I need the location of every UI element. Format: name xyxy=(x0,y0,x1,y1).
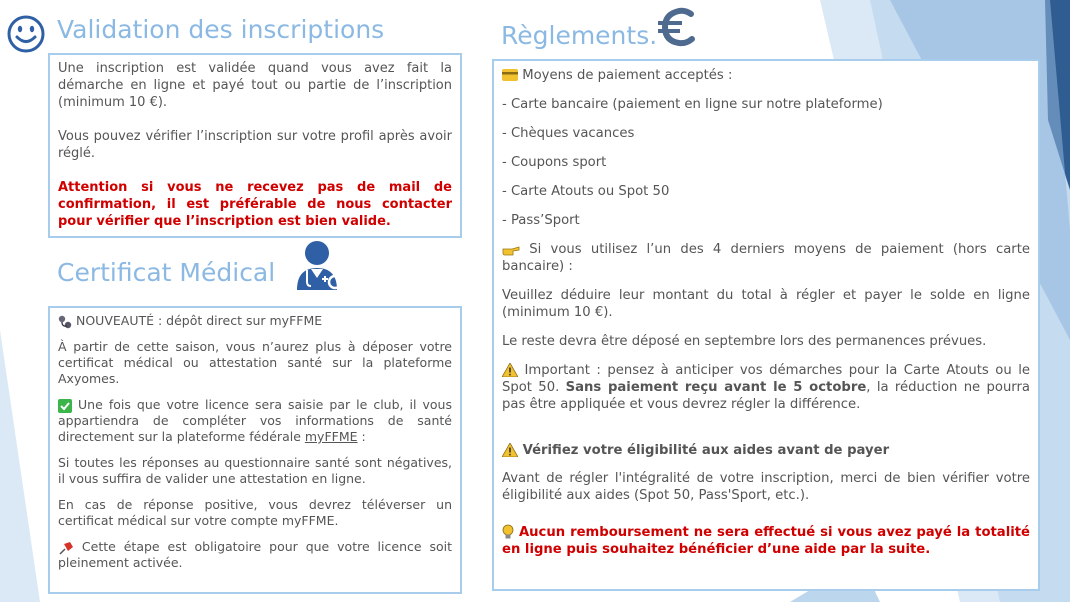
certificat-text-5 xyxy=(58,539,452,571)
pointing-hand-icon xyxy=(502,243,520,256)
certificat-text-2-end: : xyxy=(357,429,366,444)
euro-icon xyxy=(655,6,701,48)
payment-item: - Chèques vacances xyxy=(502,126,635,141)
validation-text-2: Vous pouvez vérifier l’inscription sur votre profil après avoir réglé. xyxy=(58,129,452,161)
eligibility-heading xyxy=(502,442,1030,459)
payment-item: - Pass’Sport xyxy=(502,213,580,228)
certificat-text-5-content: Cette étape est obligatoire pour que votre licence soit pleinement activée. xyxy=(58,539,452,570)
payment-item: - Carte bancaire (paiement en ligne sur notre plateforme) xyxy=(502,97,883,112)
remboursement-warning xyxy=(502,524,1030,558)
validation-title: Validation des inscriptions xyxy=(57,15,385,44)
note-3: Le reste devra être déposé en septembre lors des permanences prévues. xyxy=(502,334,987,349)
moyens-line xyxy=(502,67,1030,84)
warning-icon xyxy=(502,363,518,377)
certificat-text-2-start: Une fois que votre licence sera saisie par le club, il vous appartiendra de compléter vos informations de santé directement sur la plateforme fédérale xyxy=(58,397,452,444)
validation-text-1: Une inscription est validée quand vous avez fait la démarche en ligne et payé tout ou partie de l’inscription (minimum 10 €). xyxy=(58,61,452,110)
remboursement-text: Aucun remboursement ne sera effectué si vous avez payé la totalité en ligne puis souhaitez bénéficier d’une aide par la suite. xyxy=(502,525,1030,557)
important-text-start: Important : pensez à anticiper vos démarches pour la Carte Atouts ou le Spot 50. xyxy=(502,363,1030,395)
credit-card-icon xyxy=(502,69,518,81)
eligibility-title: Vérifiez votre éligibilité aux aides avant de payer xyxy=(522,443,890,458)
important-deadline: Sans paiement reçu avant le 5 octobre xyxy=(565,380,867,395)
certificat-text-1: À partir de cette saison, vous n’aurez plus à déposer votre certificat médical ou attestation santé sur la plateforme Axyomes. xyxy=(58,339,452,386)
eligibility-text: Avant de régler l'intégralité de votre inscription, merci de bien vérifier votre éligibilité aux aides (Spot 50, Pass'Sport, etc.). xyxy=(502,471,1030,503)
lightbulb-icon xyxy=(502,524,514,540)
certificat-text-3: Si toutes les réponses au questionnaire santé sont négatives, il vous suffira de valider une attestation en ligne. xyxy=(58,455,452,486)
note-1-text: Si vous utilisez l’un des 4 derniers moyens de paiement (hors carte bancaire) : xyxy=(502,242,1030,274)
nouveaute-line xyxy=(58,313,452,329)
moyens-text: Moyens de paiement acceptés : xyxy=(522,68,733,83)
certificat-box xyxy=(48,306,462,594)
validation-warning: Attention si vous ne recevez pas de mail de confirmation, il est préférable de nous contacter pour vérifier que l’inscription est bien valide. xyxy=(58,180,452,229)
doctor-icon xyxy=(295,238,347,294)
note-2: Veuillez déduire leur montant du total à régler et payer le solde en ligne (minimum 10 €). xyxy=(502,288,1030,320)
certificat-title: Certificat Médical xyxy=(57,258,276,287)
certificat-text-4: En cas de réponse positive, vous devrez téléverser un certificat médical sur votre compte myFFME. xyxy=(58,497,452,528)
payment-item: - Coupons sport xyxy=(502,155,607,170)
myffme-link[interactable]: myFFME xyxy=(304,429,358,444)
smiley-icon xyxy=(6,14,46,54)
validation-box xyxy=(48,53,462,238)
important-note xyxy=(502,362,1030,413)
note-1 xyxy=(502,241,1030,275)
warning-icon xyxy=(502,443,518,457)
pin-icon xyxy=(58,541,74,555)
important-text-end: , la réduction ne pourra pas être appliquée et vous devrez régler la différence. xyxy=(502,380,1030,412)
certificat-text-2 xyxy=(58,397,452,445)
nouveaute-text: NOUVEAUTÉ : dépôt direct sur myFFME xyxy=(75,313,323,328)
payment-item: - Carte Atouts ou Spot 50 xyxy=(502,184,670,199)
reglements-title: Règlements. xyxy=(501,21,658,50)
check-icon xyxy=(58,399,72,413)
stethoscope-icon xyxy=(58,315,72,329)
reglements-box xyxy=(492,59,1040,591)
